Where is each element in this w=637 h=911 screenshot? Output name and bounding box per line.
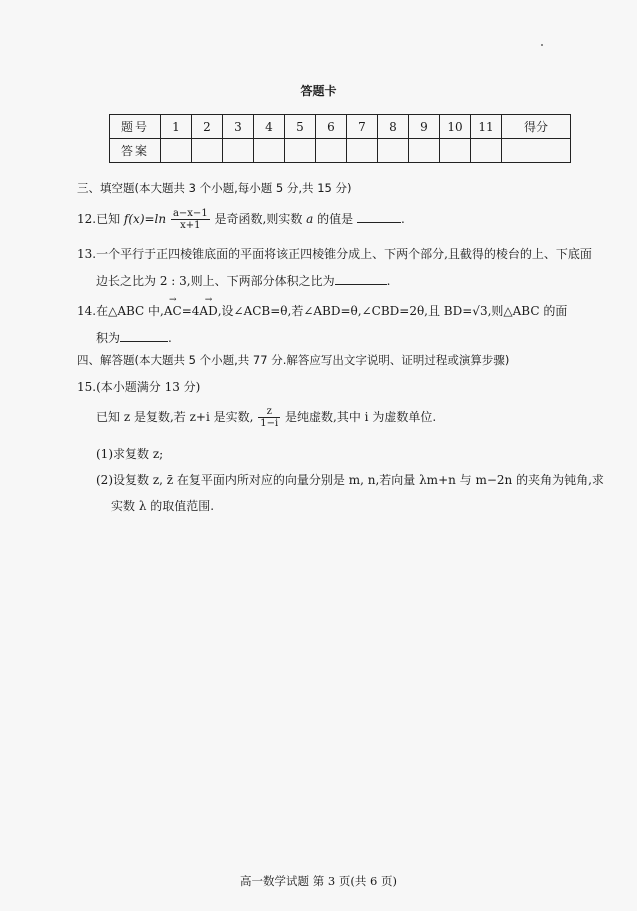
- q15-stem-start: 已知 z 是复数,若 z+i 是实数,: [96, 410, 254, 424]
- question-15-stem: [96, 406, 436, 429]
- q14-vector-ac: → AC: [164, 304, 182, 318]
- q12-end: .: [401, 212, 405, 226]
- question-number-cell: 1: [161, 115, 192, 139]
- q13-answer-blank[interactable]: [335, 273, 387, 285]
- answer-cell[interactable]: [223, 139, 254, 163]
- question-number-cell: 6: [316, 115, 347, 139]
- q12-fraction: [171, 208, 210, 231]
- q12-answer-blank[interactable]: [357, 211, 401, 223]
- q13-end: .: [386, 274, 391, 288]
- page-footer: 高一数学试题 第 3 页(共 6 页): [240, 874, 397, 888]
- q13-text: 边长之比为 2 : 3,则上、下两部分体积之比为: [96, 274, 335, 288]
- q12-variable: a: [306, 212, 314, 226]
- section4-heading: 四、解答题(本大题共 5 个小题,共 77 分.解答应写出文字说明、证明过程或演算步骤): [77, 353, 510, 367]
- question-number-cell: 5: [285, 115, 316, 139]
- question-15-part1: (1)求复数 z;: [96, 447, 164, 461]
- q14-start: 14.在△ABC 中,: [77, 304, 164, 318]
- q15-stem-end: 是纯虚数,其中 i 为虚数单位.: [285, 410, 437, 424]
- question-15-part2-line1: (2)设复数 z, z̄ 在复平面内所对应的向量分别是 m, n,若向量 λm+n 与 m−2n 的夹角为钝角,求: [96, 473, 604, 487]
- answer-card-title: 答题卡: [300, 84, 337, 98]
- question-14-line1: [77, 302, 567, 319]
- answer-cell[interactable]: [409, 139, 440, 163]
- q12-prefix: 12.已知: [77, 212, 121, 226]
- answer-cell[interactable]: [316, 139, 347, 163]
- question-number-cell: 3: [223, 115, 254, 139]
- question-number-cell: 7: [347, 115, 378, 139]
- q14-vector-ad: → AD: [199, 304, 217, 318]
- q14-mid: =4: [181, 304, 200, 318]
- score-label-cell: 得分: [502, 115, 571, 139]
- row-label-number: 题号: [110, 115, 161, 139]
- question-15-part2-line2: 实数 λ 的取值范围.: [111, 499, 215, 513]
- q15-fraction: [258, 406, 280, 429]
- answer-cell[interactable]: [347, 139, 378, 163]
- answer-card-answer-row: [110, 139, 571, 163]
- question-12: [77, 208, 405, 231]
- q14-text: 积为: [96, 331, 121, 345]
- q14-answer-blank[interactable]: [120, 330, 168, 342]
- question-15-header: 15.(本小题满分 13 分): [77, 380, 201, 394]
- answer-cell[interactable]: [440, 139, 471, 163]
- question-14-line2: [96, 329, 172, 346]
- question-number-cell: 11: [471, 115, 502, 139]
- q15-fraction-denominator: 1−i: [260, 418, 279, 429]
- q12-tail: 的值是: [317, 212, 354, 226]
- answer-cell[interactable]: [471, 139, 502, 163]
- q14-end: .: [168, 331, 172, 345]
- q12-fraction-denominator: x+1: [180, 220, 201, 231]
- q12-suffix: 是奇函数,则实数: [214, 212, 303, 226]
- question-number-cell: 10: [440, 115, 471, 139]
- answer-cell[interactable]: [161, 139, 192, 163]
- row-label-answer: 答案: [110, 139, 161, 163]
- question-number-cell: 9: [409, 115, 440, 139]
- question-13-line1: 13.一个平行于正四棱锥底面的平面将该正四棱锥分成上、下两个部分,且截得的棱台的上、下底面: [77, 247, 592, 261]
- q14-rest: ,设∠ACB=θ,若∠ABD=θ,∠CBD=2θ,且 BD=√3,则△ABC 的面: [217, 304, 568, 318]
- answer-cell[interactable]: [285, 139, 316, 163]
- question-number-cell: 4: [254, 115, 285, 139]
- answer-card-table: [109, 114, 571, 163]
- answer-cell[interactable]: [254, 139, 285, 163]
- corner-mark: [541, 44, 543, 46]
- answer-cell[interactable]: [192, 139, 223, 163]
- question-number-cell: 2: [192, 115, 223, 139]
- q15-fraction-numerator: z: [258, 406, 280, 418]
- answer-card-number-row: [110, 115, 571, 139]
- question-13-line2: [96, 272, 390, 289]
- answer-cell[interactable]: [378, 139, 409, 163]
- question-number-cell: 8: [378, 115, 409, 139]
- section3-heading: 三、填空题(本大题共 3 个小题,每小题 5 分,共 15 分): [77, 181, 352, 195]
- score-cell[interactable]: [502, 139, 571, 163]
- q12-fraction-numerator: a−x−1: [172, 208, 208, 219]
- q12-function: f(x)=ln: [123, 212, 167, 226]
